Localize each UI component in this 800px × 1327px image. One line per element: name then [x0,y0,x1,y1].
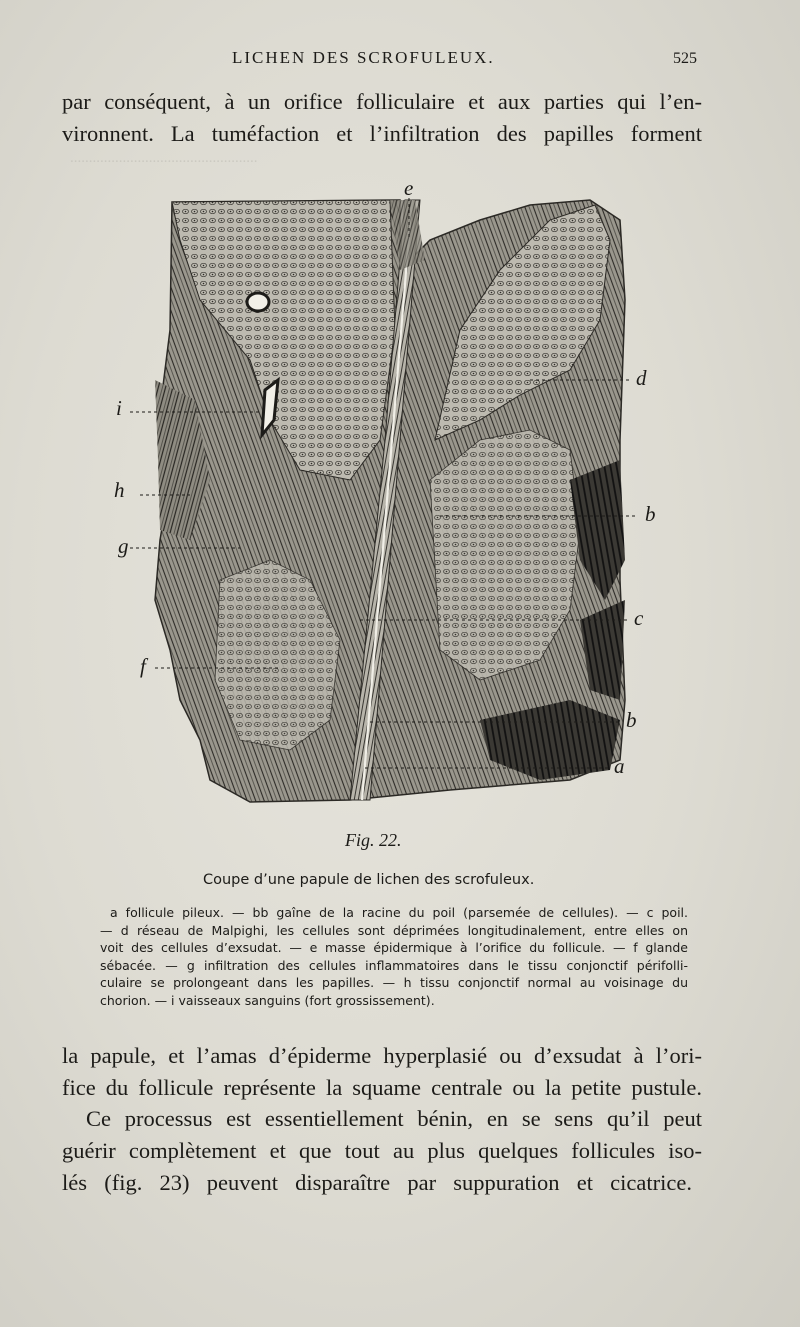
legend-line: — d réseau de Malpighi, les cellules sont déprimées longitudinalement, entre elles on [100,922,688,938]
figure-label-h: h [114,478,125,502]
text-line: par conséquent, à un orifice folliculaire et aux parties qui l’en- [62,89,702,114]
histology-figure [100,176,680,810]
text-line: vironnent. La tuméfaction et l’infiltration des papilles forment [62,121,702,146]
text-line: Ce processus est essentiellement bénin, en se sens qu’il peut [86,1106,702,1131]
page-number: 525 [673,50,697,67]
legend-line: chorion. — i vaisseaux sanguins (fort grossissement). [100,992,435,1008]
figure-legend [100,904,688,1009]
text-line: guérir complètement et que tout au plus quelques follicules iso- [62,1138,702,1163]
text-line: la papule, et l’amas d’épiderme hyperplasié ou d’exsudat à l’ori- [62,1043,702,1068]
figure-title: Coupe d’une papule de lichen des scrofuleux. [203,872,535,888]
figure-label-i: i [116,396,122,420]
figure-number: Fig. 22. [345,830,402,850]
intro-paragraph [62,86,702,150]
running-title: LICHEN DES SCROFULEUX. [232,48,495,67]
histology-engraving [100,176,680,810]
show-through-text: .................................................. [70,150,258,166]
legend-line: a follicule pileux. — bb gaîne de la racine du poil (parsemée de cellules). — c poil. [110,905,688,920]
figure-label-f: f [140,654,146,678]
text-line: fice du follicule représente la squame centrale ou la petite pustule. [62,1075,702,1100]
closing-paragraph [62,1103,702,1199]
figure-label-b-lower: b [626,708,637,732]
continuation-paragraph [62,1040,702,1104]
figure-label-g: g [118,534,129,558]
legend-line: culaire se prolongeant dans les papilles. — h tissu conjonctif normal au voisinage du [100,975,688,990]
legend-line: voit des cellules d’exsudat. — e masse épidermique à l’orifice du follicule. — f glande [100,940,688,955]
legend-line: sébacée. — g infiltration des cellules inflammatoires dans le tissu conjonctif périfolli- [100,957,688,973]
figure-label-d: d [636,366,647,390]
figure-label-c: c [634,606,644,630]
text-line: lés (fig. 23) peuvent disparaître par suppuration et cicatrice. [62,1170,692,1195]
figure-label-e: e [404,176,414,200]
figure-label-a: a [614,754,625,778]
figure-label-b-upper: b [645,502,656,526]
